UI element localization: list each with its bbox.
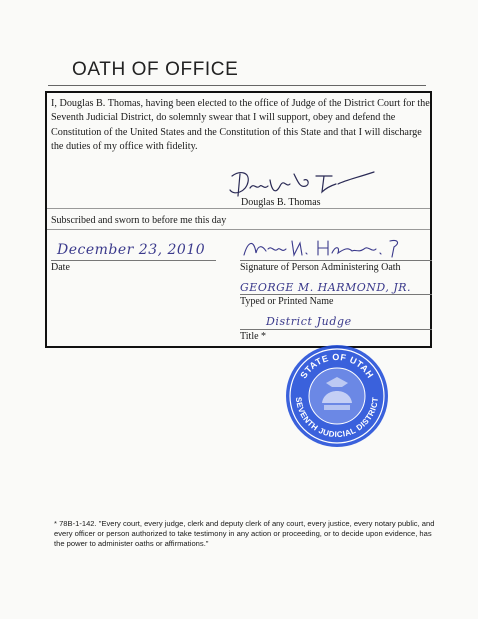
title-value: District Judge (266, 315, 352, 328)
signature-admin (240, 235, 410, 261)
separator-2 (47, 229, 430, 230)
separator-1 (47, 208, 430, 209)
footnote: * 78B-1-142. "Every court, every judge, clerk and deputy clerk of any court, every justice, every notary public, and every officer or person authorized to take testimony in any action or proceeding, or to decide upon evidence, has the power to administer oaths or affirmations." (54, 519, 435, 549)
title-label: Title * (240, 331, 267, 342)
title-line (240, 329, 432, 330)
date-line (51, 260, 216, 261)
admin-signature-label: Signature of Person Administering Oath (240, 262, 401, 273)
date-label: Date (51, 262, 70, 273)
seal-bottom-text: SEVENTH JUDICIAL DISTRICT (293, 396, 381, 440)
typed-name-value: GEORGE M. HARMOND, JR. (240, 281, 412, 294)
signer-name: Douglas B. Thomas (241, 197, 321, 208)
title-rule (48, 85, 426, 86)
seal-top-text: STATE OF UTAH (298, 351, 376, 381)
signature-douglas (226, 166, 376, 200)
typed-name-label: Typed or Printed Name (240, 296, 334, 307)
date-value: December 23, 2010 (57, 242, 206, 258)
subscribed-line: Subscribed and sworn to before me this day (51, 215, 227, 226)
typed-name-line (240, 294, 432, 295)
state-seal (284, 343, 390, 449)
admin-signature-line (240, 260, 432, 261)
page-title: OATH OF OFFICE (72, 59, 239, 80)
oath-text: I, Douglas B. Thomas, having been elected to the office of Judge of the District Court for the Seventh Judicial District, do solemnly swear that I will support, obey and defend the Constitution of the United States and the Constitution of this State and that I will discharge the duties of my office with fidelity. (51, 98, 430, 153)
